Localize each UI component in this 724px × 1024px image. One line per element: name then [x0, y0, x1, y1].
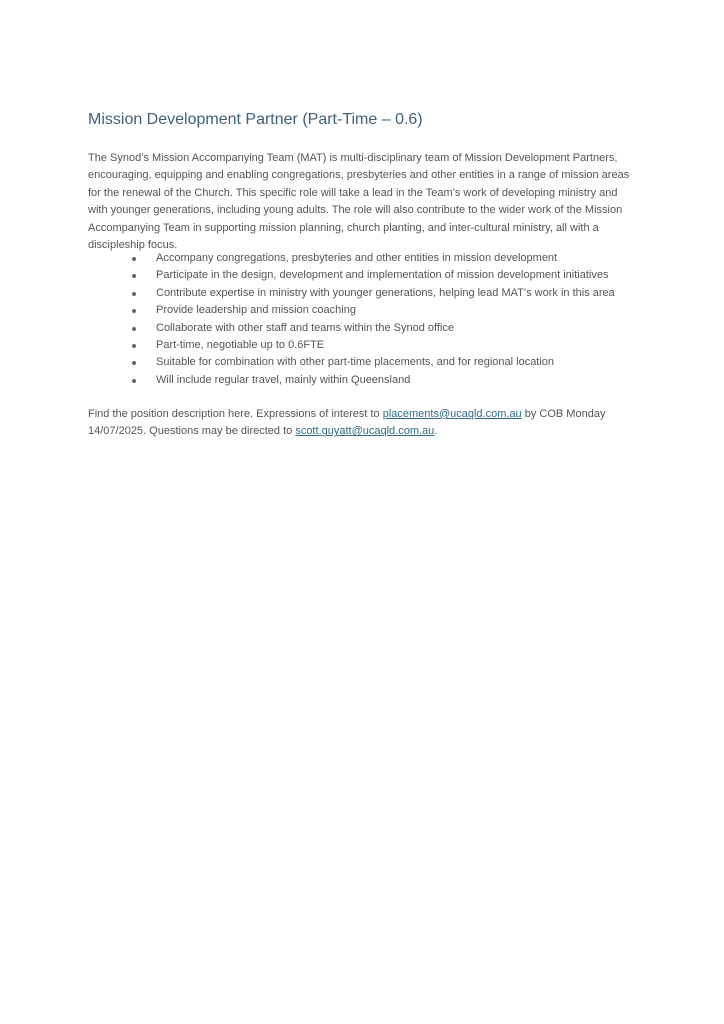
contact-text: by COB Monday [521, 408, 606, 420]
list-item [88, 302, 648, 319]
intro-line: Accompanying Team in supporting mission planning, church planting, and inter-cultural ministry, all with a [88, 221, 599, 234]
list-item-text: Provide leadership and mission coaching [156, 304, 356, 317]
contact-text: 14/07/2025. Questions may be directed to [88, 425, 296, 438]
list-item-text: Suitable for combination with other part-time placements, and for regional location [156, 356, 555, 369]
contact-line [88, 423, 648, 440]
list-item [88, 267, 648, 284]
intro-line: discipleship focus. [88, 239, 178, 252]
bullet-icon [132, 327, 136, 331]
list-item [88, 250, 648, 267]
list-item [88, 354, 648, 371]
list-item-text: Part-time, negotiable up to 0.6FTE [156, 338, 325, 351]
contact-line [88, 406, 648, 423]
list-item-text: Contribute expertise in ministry with younger generations, helping lead MAT’s work in this area [156, 286, 615, 299]
bullet-icon [132, 379, 136, 383]
list-item [88, 372, 648, 389]
bullet-icon [132, 361, 136, 365]
list-item [88, 320, 648, 337]
bullet-icon [132, 309, 136, 313]
bullet-icon [132, 257, 136, 261]
contact-text: Find the position description here. Expressions of interest to [88, 408, 383, 420]
placements-email-link[interactable]: placements@ucaqld.com.au [382, 408, 522, 420]
page-title: Mission Development Partner (Part-Time – 0.6) [88, 111, 423, 128]
list-item [88, 337, 648, 354]
intro-line: encouraging, equipping and enabling congregations, presbyteries and other entities in a range of mission areas [88, 169, 630, 182]
list-item-text: Accompany congregations, presbyteries and other entities in mission development [156, 252, 558, 264]
scott-email-link[interactable]: scott.guyatt@ucaqld.com.au [295, 425, 435, 438]
contact-text: . [434, 425, 438, 438]
intro-line: with younger generations, including young adults. The role will also contribute to the wider work of the Mission [88, 204, 623, 217]
intro-paragraph [88, 150, 648, 254]
contact-paragraph [88, 406, 648, 441]
bullet-icon [132, 344, 136, 348]
bullet-icon [132, 274, 136, 278]
list-item-text: Collaborate with other staff and teams within the Synod office [156, 321, 454, 334]
list-item-text: Participate in the design, development and implementation of mission development initiatives [156, 269, 609, 282]
intro-line: for the renewal of the Church. This specific role will take a lead in the Team’s work of developing ministry and [88, 186, 618, 199]
list-item [88, 285, 648, 302]
bullet-icon [132, 292, 136, 296]
intro-line: The Synod’s Mission Accompanying Team (MAT) is multi-disciplinary team of Mission Development Partners, [88, 152, 618, 164]
list-item-text: Will include regular travel, mainly within Queensland [156, 373, 411, 386]
responsibilities-list [88, 250, 648, 389]
